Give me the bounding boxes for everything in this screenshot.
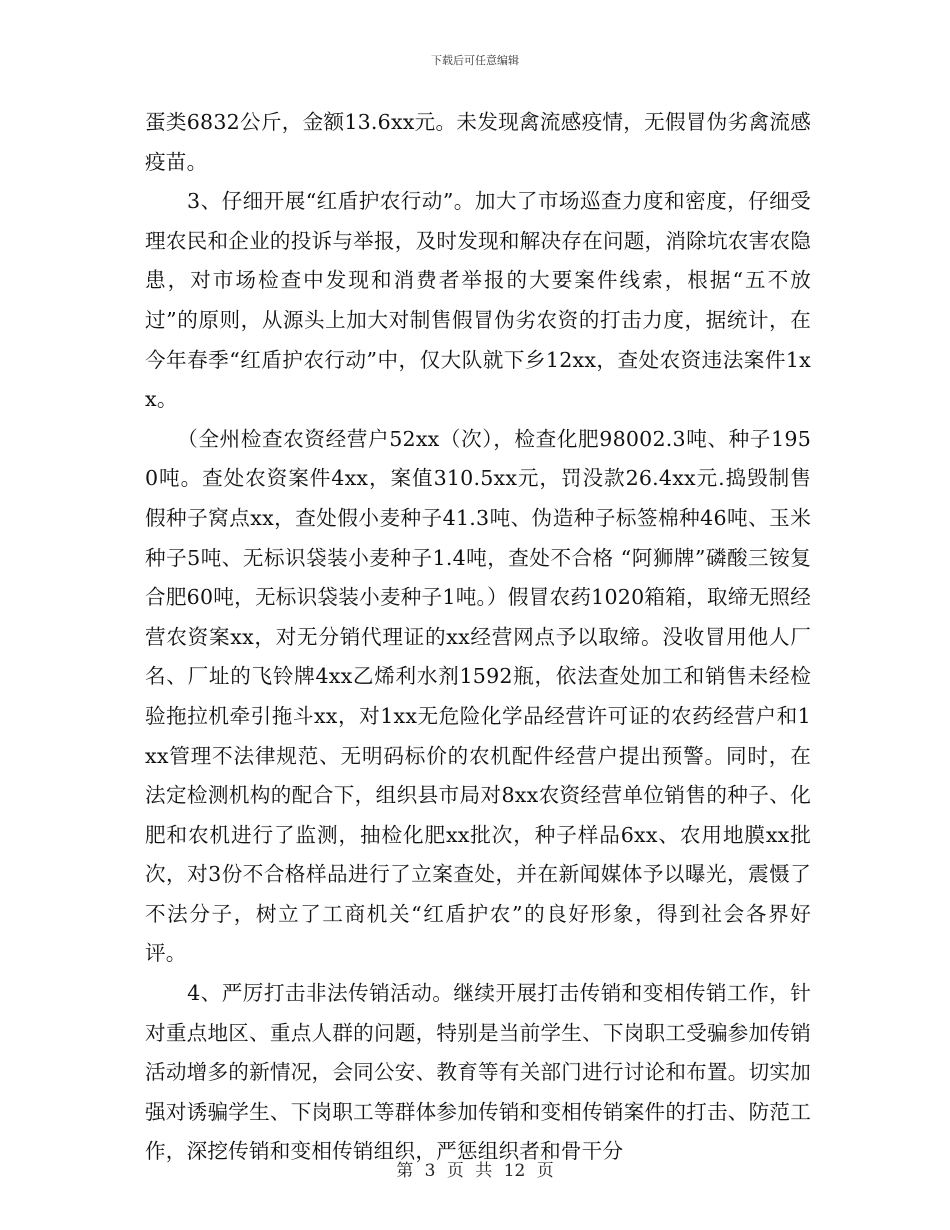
page-header: 下载后可任意编辑 — [431, 54, 519, 67]
paragraph-1: 蛋类6832公斤，金额13.6xx元。未发现禽流感疫情，无假冒伪劣禽流感疫苗。 — [145, 110, 811, 174]
paragraph-3: （全州检查农资经营户52xx（次），检查化肥98002.3吨、种子1950吨。查处农资案件4xx，案值310.5xx元，罚没款26.4xx元.捣毁制售假种子窝点xx，查处假小麦种子41.3吨、伪造种子标签棉种46吨、玉米种子5吨、无标识袋装小麦种子1.4吨，查处不合格 “阿狮牌”磷酸三铵复合肥60吨，无标识袋装小麦种子1吨。）假冒农药1020箱箱，取缔无照经营农资案xx，对无分销代理证的xx经营网点予以取缔。没收冒用他人厂名、厂址的飞铃牌4xx乙烯利水剂1592瓶，依法查处加工和销售未经检验拖拉机牵引拖斗xx，对1xx无危险化学品经营许可证的农药经营户和1xx管理不法律规范、无明码标价的农机配件经营户提出预警。同时，在法定检测机构的配合下，组织县市局对8xx农资经营单位销售的种子、化肥和农机进行了监测，抽检化肥xx批次，种子样品6xx、农用地膜xx批次，对3份不合格样品进行了立案查处，并在新闻媒体予以曝光，震慑了不法分子，树立了工商机关“红盾护农”的良好形象，得到社会各界好评。 — [145, 426, 811, 966]
page-number-footer: 第 3 页 共 12 页 — [396, 1161, 554, 1181]
paragraph-4: 4、严厉打击非法传销活动。继续开展打击传销和变相传销工作，针对重点地区、重点人群的问题，特别是当前学生、下岗职工受骗参加传销活动增多的新情况，会同公安、教育等有关部门进行讨论和布置。切实加强对诱骗学生、下岗职工等群体参加传销和变相传销案件的打击、防范工作，深挖传销和变相传销组织，严惩组织者和骨干分 — [145, 981, 811, 1164]
document-body — [145, 103, 811, 1172]
paragraph-2: 3、仔细开展“红盾护农行动”。加大了市场巡查力度和密度，仔细受理农民和企业的投诉与举报，及时发现和解决存在问题，消除坑农害农隐患，对市场检查中发现和消费者举报的大要案件线索，根据“五不放过”的原则，从源头上加大对制售假冒伪劣农资的打击力度，据统计，在今年春季“红盾护农行动”中，仅大队就下乡12xx，查处农资违法案件1xx。 — [145, 189, 811, 412]
